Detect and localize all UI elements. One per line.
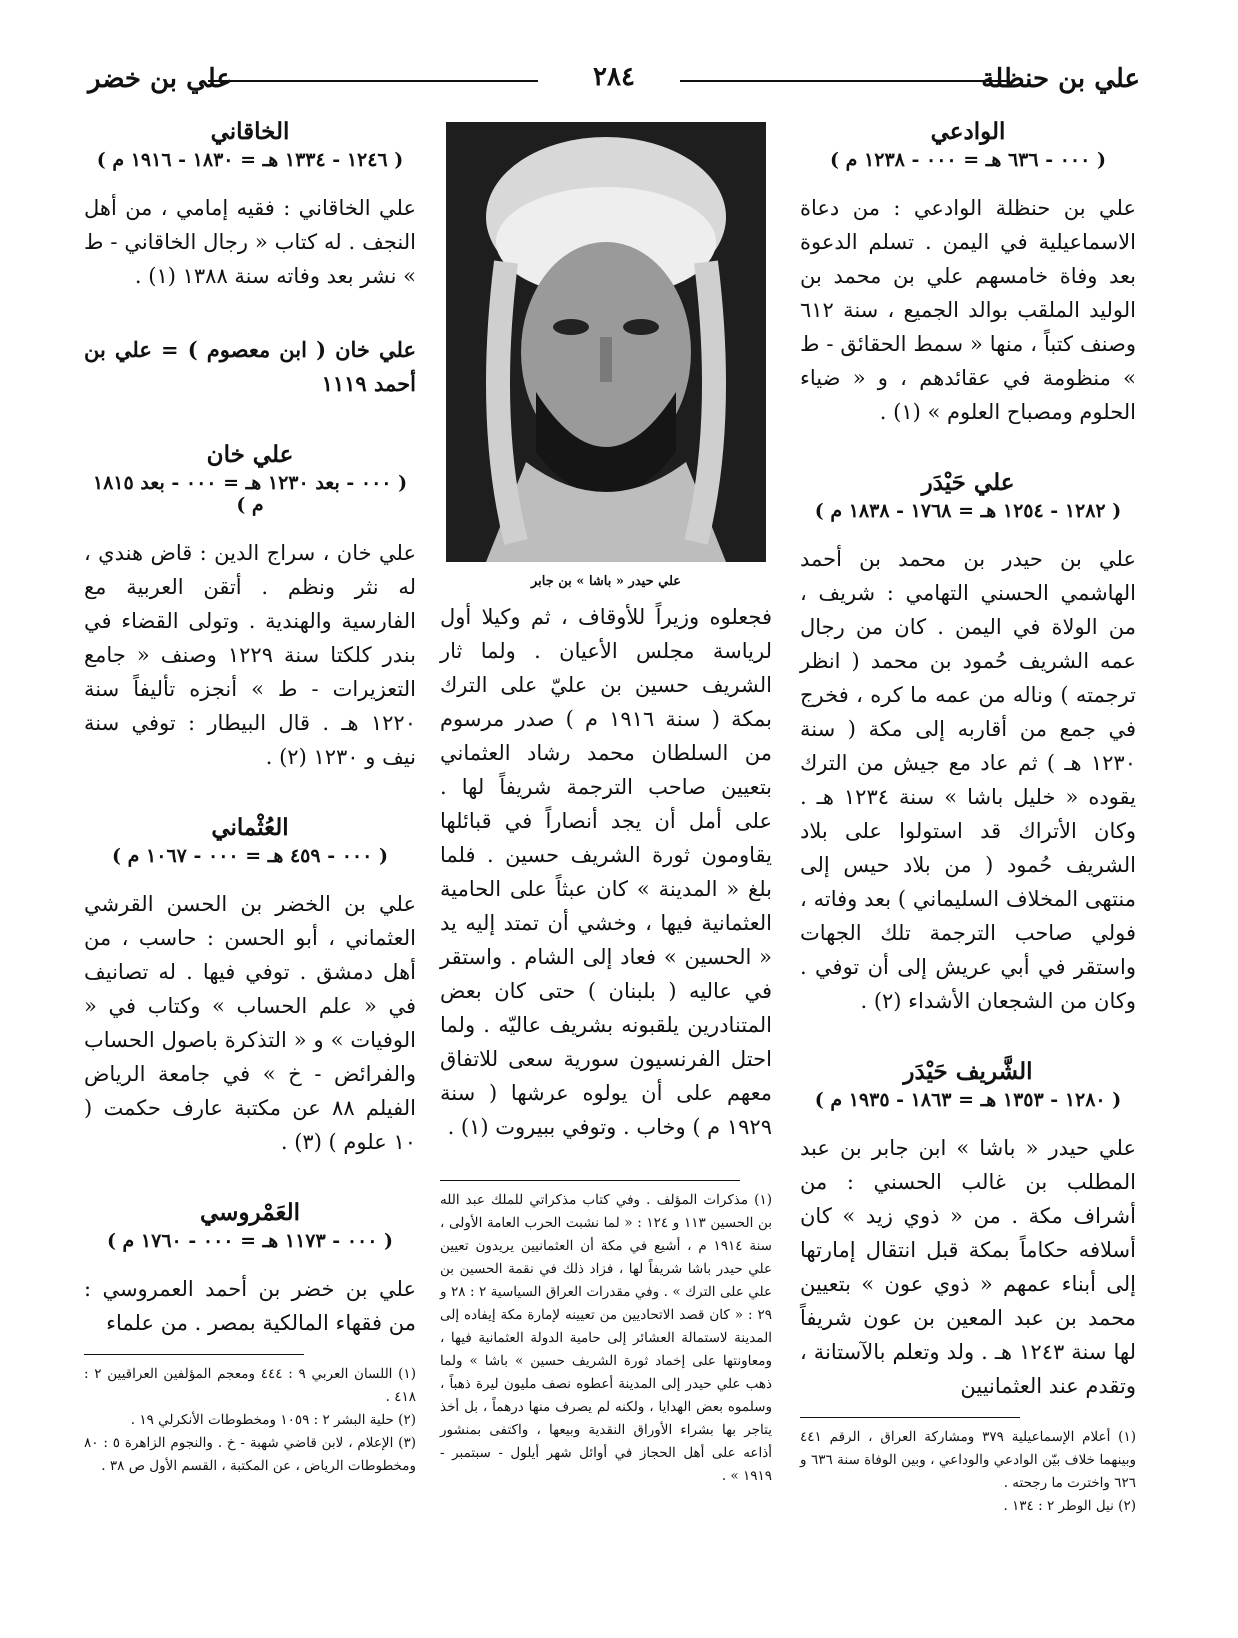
- entry-text: علي بن خضر بن أحمد العمروسي : من فقهاء المالكية بمصر . من علماء: [84, 1277, 416, 1335]
- cross-reference: علي خان ( ابن معصوم ) = علي بن أحمد ١١١٩: [84, 337, 416, 396]
- entry-title: علي خان: [206, 441, 294, 468]
- photo-caption: علي حيدر « باشا » بن جابر: [530, 574, 682, 589]
- entry-dates: ( ٠٠٠ - ٦٣٦ هـ = ٠٠٠ - ١٢٣٨ م ): [830, 149, 1106, 171]
- footnote-rule: [84, 1354, 304, 1355]
- portrait-illustration: [446, 122, 766, 562]
- entry-title: علي حَيْدَر: [921, 469, 1015, 496]
- footnote: (٢) نيل الوطر ٢ : ١٣٤ .: [1003, 1498, 1136, 1514]
- entry-dates: ( ١٢٤٦ - ١٣٣٤ هـ = ١٨٣٠ - ١٩١٦ م ): [96, 149, 404, 171]
- entry-text: علي بن حنظلة الوادعي : من دعاة الاسماعيلية في اليمن . تسلم الدعوة بعد وفاة خامسهم علي بن محمد بن الوليد الملقب بوالد الجميع ، سنة ٦١٢ وصنف كتباً ، منها « سمط الحقائق - ط » منظومة في عقائدهم ، و « ضياء الحلوم ومصباح العلوم » (١) .: [800, 196, 1136, 424]
- header-rule-right: [680, 80, 1010, 82]
- footnote: (١) مذكرات المؤلف . وفي كتاب مذكراتي للملك عبد الله بن الحسين ١١٣ و ١٢٤ : « لما نشبت الحرب العامة الأولى ، سنة ١٩١٤ م ، أشيع في مكة أن العثمانيين يريدون تعيين علي حيدر باشا شريفاً لها ، فزاد ذلك في نقمة الحسين بن علي على الترك » . وفي مقدرات العراق السياسية ٢ : ٢٨ و ٢٩ : « كان قصد الاتحاديين من تعيينه لإمارة مكة إيفاده إلى المدينة لاستمالة العشائر إلى حامية الدولة العثمانية فيها ، ومعاونتها على إخماد ثورة الشريف حسين » باشا » ولما ذهب علي حيدر إلى المدينة أعطوه نصف مليون ليرة ذهباً ، وسلموه بعض الهدايا ، ولكنه لم يصرف منها درهماً ، بل أخذ يتاجر بها بشراء الأوراق النقدية وبيعها ، واكتفى بمنشور أذاعه على أهل الحجاز في أوائل شهر أيلول - سبتمبر - ١٩١٩ » .: [440, 1192, 773, 1484]
- entry-text: علي خان ، سراج الدين : قاض هندي ، له نثر ونظم . أتقن العربية مع الفارسية والهندية . وتولى القضاء في بندر كلكتا سنة ١٢٢٩ وصنف « جامع التعزيرات - ط » أنجزه تأليفاً سنة ١٢٢٠ هـ . قال البيطار : توفي سنة نيف و ١٢٣٠ (٢) .: [84, 541, 416, 769]
- page-number: ٢٨٤: [583, 62, 645, 92]
- entry-dates: ( ٠٠٠ - ١١٧٣ هـ = ٠٠٠ - ١٧٦٠ م ): [106, 1230, 394, 1252]
- middle-column: [440, 600, 772, 1488]
- entry-text: علي بن حيدر بن محمد بن أحمد الهاشمي الحسني التهامي : شريف ، من الولاة في اليمن . كان من رجال عمه الشريف حُمود بن محمد ( انظر ترجمته ) وناله من عمه ما كره ، فخرج في جمع من أقاربه إلى مكة ( سنة ١٢٣٠ هـ ) ثم عاد مع جيش من الترك يقوده « خليل باشا » سنة ١٢٣٤ هـ . وكان الأتراك قد استولوا على بلاد الشريف حُمود ( من بلاد حيس إلى منتهى المخلاف السليماني ) بعد وفاته ، فولي صاحب الترجمة تلك الجهات واستقر في أبي عريش إلى أن توفي . وكان من الشجعان الأشداء (٢) .: [800, 547, 1136, 1013]
- entry-dates: ( ٠٠٠ - بعد ١٢٣٠ هـ = ٠٠٠ - بعد ١٨١٥ م ): [92, 472, 408, 516]
- footnotes: [440, 1189, 772, 1488]
- entry-title: العَمْروسي: [199, 1199, 301, 1226]
- entry-dates: ( ٠٠٠ - ٤٥٩ هـ = ٠٠٠ - ١٠٦٧ م ): [112, 845, 388, 867]
- header-right-title: علي بن حنظلة: [981, 64, 1140, 94]
- entry-title: العُثْماني: [211, 814, 289, 841]
- footnotes: [800, 1426, 1136, 1518]
- entry-text: علي الخاقاني : فقيه إمامي ، من أهل النجف . له كتاب « رجال الخاقاني - ط » نشر بعد وفاته سنة ١٣٨٨ (١) .: [84, 196, 416, 288]
- entry-title: الخاقاني: [210, 118, 290, 145]
- left-column: [84, 118, 416, 1478]
- entry-text: علي حيدر « باشا » ابن جابر بن عبد المطلب بن غالب الحسني : من أشراف مكة . من « ذوي زيد » كان أسلافه حكاماً بمكة قبل انتقال إمارتها إلى أبناء عمهم « ذوي عون » بتعيين محمد بن عبد المعين بن عون شريفاً لها سنة ١٢٤٣ هـ . ولد وتعلم بالآستانة ، وتقدم عند العثمانيين: [800, 1136, 1136, 1398]
- right-column: [800, 118, 1136, 1518]
- entry-title: الوادعي: [930, 118, 1006, 145]
- footnote: (٣) الإعلام ، لابن قاضي شهبة - خ . والنجوم الزاهرة ٥ : ٨٠ ومخطوطات الرياض ، عن المكتبة ، القسم الأول ص ٣٨ .: [84, 1435, 416, 1474]
- portrait-photo: [446, 122, 766, 562]
- footnote: (٢) حلية البشر ٢ : ١٠٥٩ ومخطوطات الأنكرلي ١٩ .: [130, 1412, 416, 1428]
- footnote-rule: [800, 1417, 1020, 1418]
- footnotes: [84, 1363, 416, 1478]
- header-rule-left: [208, 80, 538, 82]
- entry-dates: ( ١٢٨٢ - ١٢٥٤ هـ = ١٧٦٨ - ١٨٣٨ م ): [814, 500, 1122, 522]
- footnote-rule: [440, 1180, 740, 1181]
- footnote: (١) اللسان العربي ٩ : ٤٤٤ ومعجم المؤلفين العراقيين ٢ : ٤١٨ .: [84, 1366, 416, 1405]
- entry-text: فجعلوه وزيراً للأوقاف ، ثم وكيلا أول لرياسة مجلس الأعيان . ولما ثار الشريف حسين بن عليّ على الترك بمكة ( سنة ١٩١٦ م ) صدر مرسوم من السلطان محمد رشاد العثماني بتعيين صاحب الترجمة شريفاً لها . على أمل أن يجد أنصاراً في قبائلها يقاومون ثورة الشريف حسين . فلما بلغ « المدينة » كان عبثاً على الحامية العثمانية فيها ، وخشي أن تمتد إليه يد « الحسين » فعاد إلى الشام . واستقر في عاليه ( بلبنان ) حتى كان بعض المتنادرين يلقبونه بشريف عاليّه . ولما احتل الفرنسيون سورية سعى للاتفاق معهم على أن يولوه عرشها ( سنة ١٩٢٩ م ) وخاب . وتوفي ببيروت (١) .: [440, 605, 772, 1139]
- entry-dates: ( ١٢٨٠ - ١٣٥٣ هـ = ١٨٦٣ - ١٩٣٥ م ): [814, 1089, 1122, 1111]
- header-left-title: علي بن خضر: [88, 64, 232, 94]
- running-header: [88, 64, 1140, 98]
- entry-text: علي بن الخضر بن الحسن القرشي العثماني ، أبو الحسن : حاسب ، من أهل دمشق . توفي فيها . له تصانيف في « علم الحساب » وكتاب في « الوفيات » و « التذكرة باصول الحساب والفرائض - خ » في جامعة الرياض الفيلم ٨٨ عن مكتبة عارف حكمت ( ١٠ علوم ) (٣) .: [84, 892, 417, 1154]
- footnote: (١) أعلام الإسماعيلية ٣٧٩ ومشاركة العراق ، الرقم ٤٤١ وبينهما خلاف بيّن الوادعي والوداعي ، وبين الوفاة سنة ٦٣٦ و ٦٢٦ واخترت ما رجحته .: [800, 1429, 1137, 1491]
- entry-title: الشَّريف حَيْدَر: [903, 1058, 1033, 1085]
